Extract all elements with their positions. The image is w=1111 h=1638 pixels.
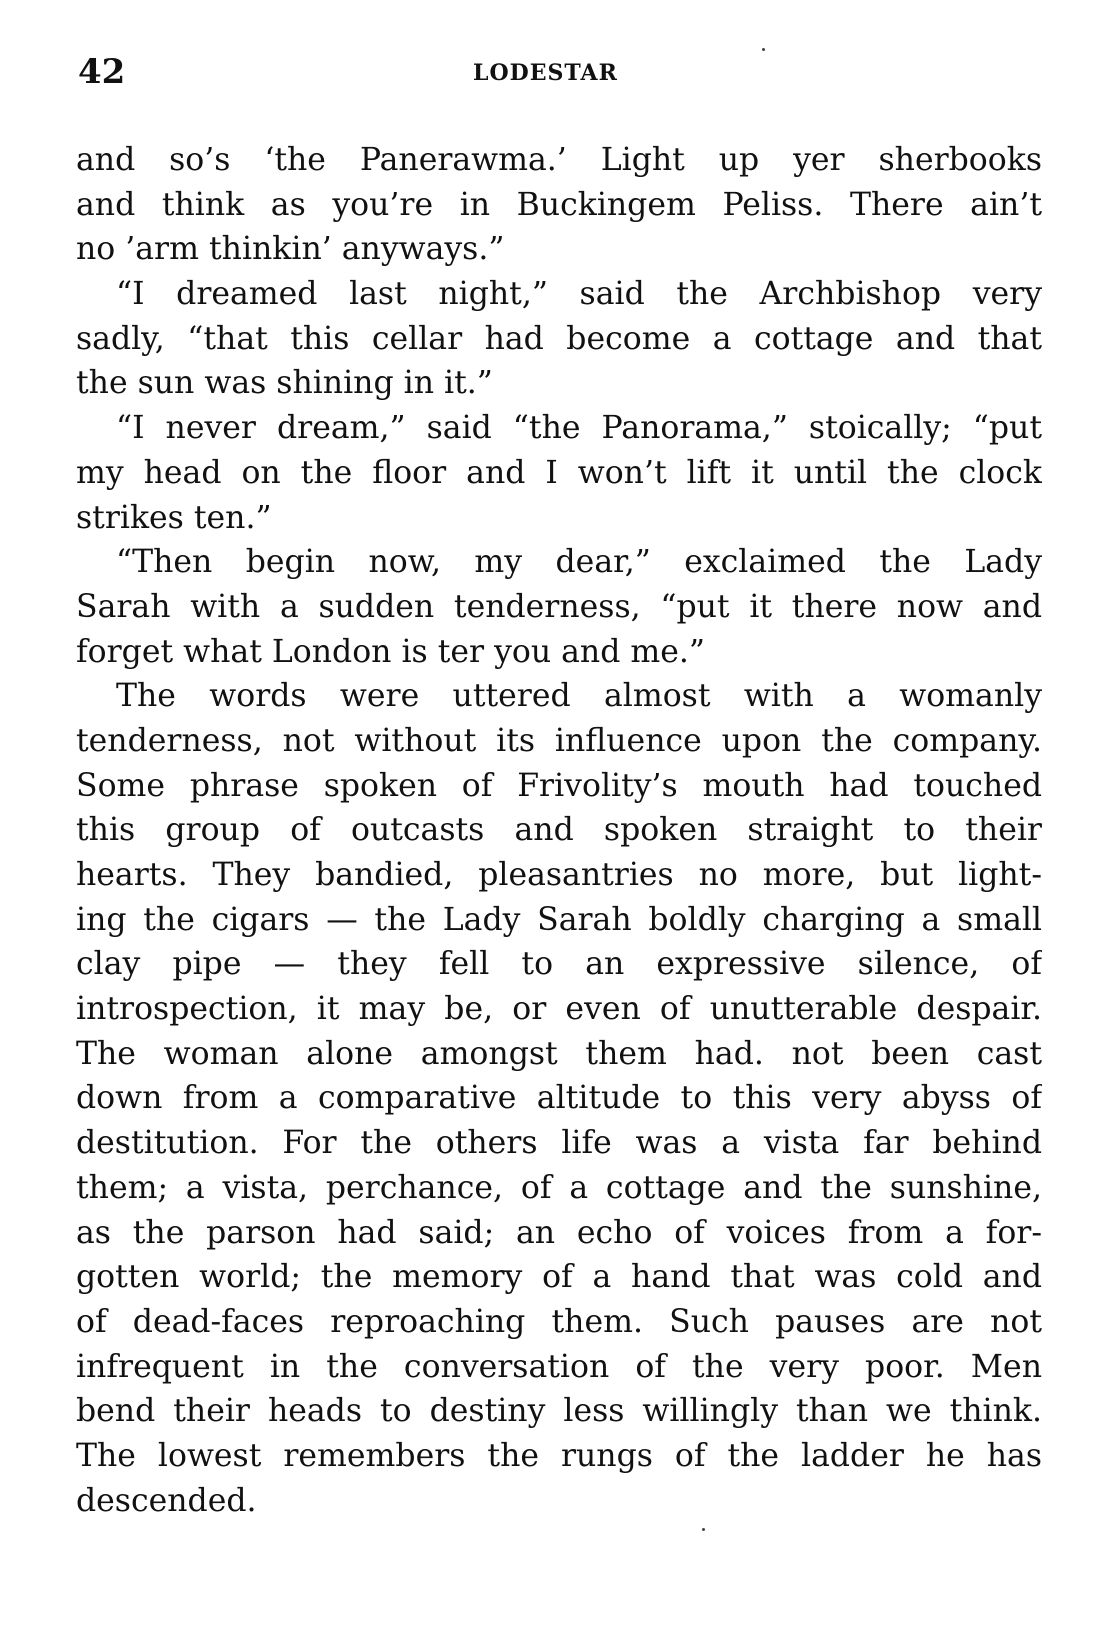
text-line: clay pipe — they fell to an expressive silence, of [76,946,1042,983]
text-line: Some phrase spoken of Frivolity’s mouth had touched [76,767,1042,804]
text-line: The lowest remembers the rungs of the ladder he has [76,1437,1042,1474]
scan-speck [702,1528,705,1531]
text-line: destitution. For the others life was a vista far behind [76,1125,1042,1162]
text-line: strikes ten.” [76,499,272,536]
running-title: LODESTAR [473,60,618,86]
text-line: hearts. They bandied, pleasantries no more, but light- [76,857,1042,893]
text-line: “I never dream,” said “the Panorama,” stoically; “put [116,410,1042,447]
running-head [78,52,1038,92]
text-line: “Then begin now, my dear,” exclaimed the Lady [116,544,1042,581]
text-line: Sarah with a sudden tenderness, “put it there now and [76,588,1042,625]
text-line: the sun was shining in it.” [76,365,493,402]
page-number: 42 [78,52,126,92]
text-line: and so’s ‘the Panerawma.’ Light up yer sherbooks [76,142,1042,178]
text-line: them; a vista, perchance, of a cottage and the sunshine, [76,1169,1042,1206]
text-line: this group of outcasts and spoken straight to their [76,812,1042,849]
scan-speck [762,48,765,51]
text-line: ing the cigars — the Lady Sarah boldly charging a small [76,901,1042,938]
text-line: descended. [76,1482,257,1519]
text-line: no ’arm thinkin’ anyways.” [76,231,505,268]
text-line: bend their heads to destiny less willingly than we think. [76,1393,1042,1430]
text-line: introspection, it may be, or even of unutterable despair. [76,991,1042,1028]
text-line: infrequent in the conversation of the very poor. Men [76,1348,1042,1385]
text-line: gotten world; the memory of a hand that was cold and [76,1259,1042,1296]
text-line: down from a comparative altitude to this very abyss of [76,1080,1042,1117]
text-line: forget what London is ter you and me.” [76,633,706,670]
text-line: and think as you’re in Buckingem Peliss. There ain’t [76,186,1042,223]
text-line: The words were uttered almost with a womanly [116,678,1042,715]
text-line: sadly, “that this cellar had become a cottage and that [76,320,1042,357]
body-text [76,138,1042,1523]
text-line: “I dreamed last night,” said the Archbishop very [116,276,1042,313]
text-line: of dead-faces reproaching them. Such pauses are not [76,1303,1042,1340]
text-line: my head on the floor and I won’t lift it until the clock [76,454,1042,491]
text-line: The woman alone amongst them had. not been cast [76,1035,1042,1072]
text-line: as the parson had said; an echo of voices from a for- [76,1214,1042,1251]
text-line: tenderness, not without its influence upon the company. [76,722,1042,759]
